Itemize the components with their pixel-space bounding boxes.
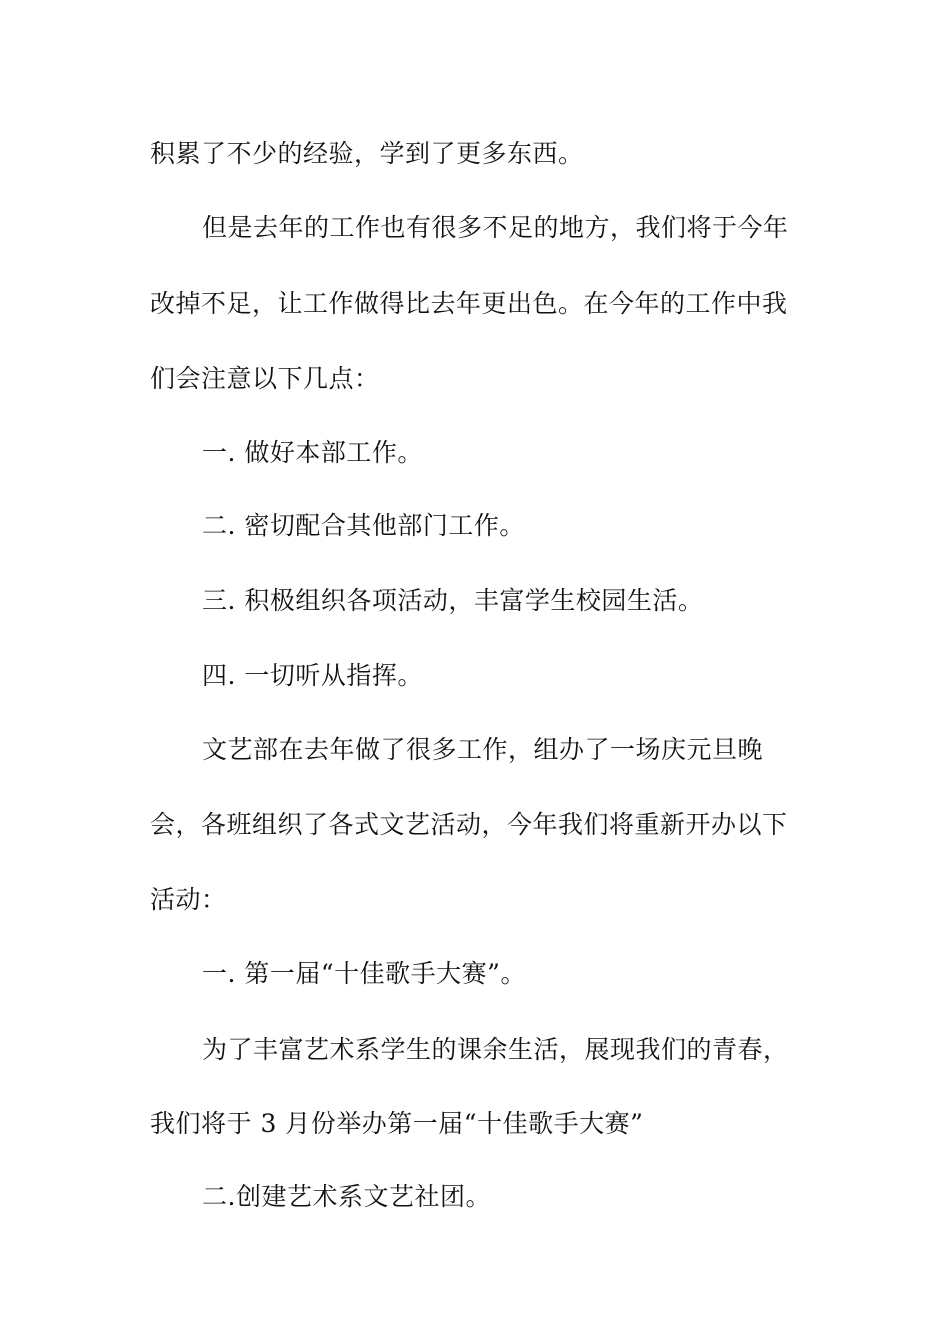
paragraph-line: 但是去年的工作也有很多不足的地方，我们将于今年 xyxy=(202,213,789,242)
list-item: 二. 密切配合其他部门工作。 xyxy=(202,511,525,540)
paragraph-line: 为了丰富艺术系学生的课余生活，展现我们的青春， xyxy=(202,1035,789,1064)
paragraph-line: 文艺部在去年做了很多工作，组办了一场庆元旦晚 xyxy=(202,735,764,764)
list-item: 四. 一切听从指挥。 xyxy=(202,661,423,690)
list-item: 一. 第一届“十佳歌手大赛”。 xyxy=(202,959,526,988)
list-item: 二.创建艺术系文艺社团。 xyxy=(202,1182,491,1211)
paragraph-line: 们会注意以下几点： xyxy=(150,364,380,393)
paragraph-line: 会，各班组织了各式文艺活动，今年我们将重新开办以下 xyxy=(150,810,788,839)
paragraph-line: 改掉不足，让工作做得比去年更出色。在今年的工作中我 xyxy=(150,289,788,318)
paragraph-line: 我们将于 3 月份举办第一届“十佳歌手大赛” xyxy=(150,1109,644,1138)
list-item: 三. 积极组织各项活动，丰富学生校园生活。 xyxy=(202,586,704,615)
paragraph-line: 积累了不少的经验，学到了更多东西。 xyxy=(150,139,584,168)
paragraph-line: 活动： xyxy=(150,885,227,914)
list-item: 一. 做好本部工作。 xyxy=(202,438,423,467)
